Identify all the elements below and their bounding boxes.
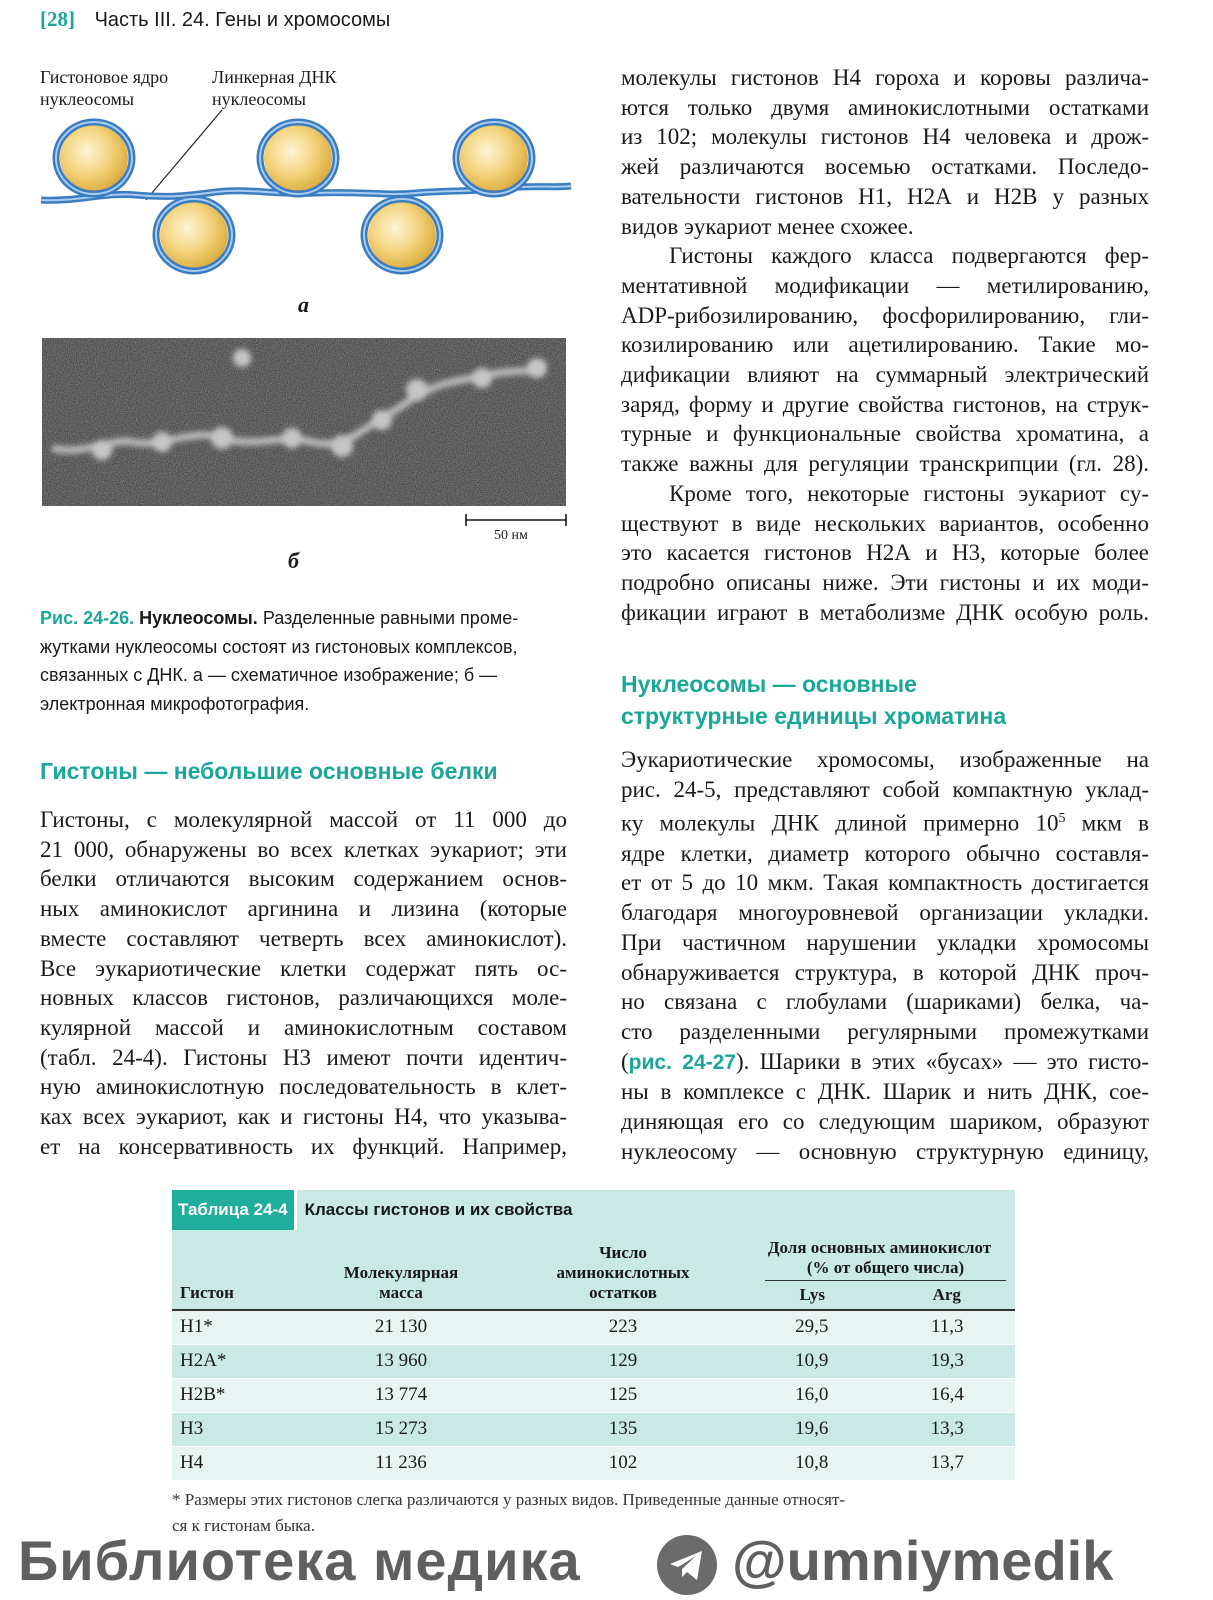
- running-title: Часть III. 24. Гены и хромосомы: [94, 9, 391, 31]
- cell-mass: 11 236: [300, 1446, 502, 1480]
- left-column-text: [40, 805, 567, 1161]
- cell-residues: 102: [502, 1446, 744, 1480]
- table-title-bar: [172, 1190, 1015, 1230]
- col-residues-line2: аминокислотных: [556, 1263, 690, 1282]
- footnote-line1: * Размеры этих гистонов слегка различаются у разных видов. Приведенные данные относят-: [172, 1489, 846, 1509]
- cell-lys: 10,8: [744, 1446, 880, 1480]
- text-line: ны в комплексе с ДНК. Шарик и нить ДНК, сое-: [621, 1079, 1149, 1105]
- text-line: ществуют в виде нескольких вариантов, особенно: [621, 510, 1149, 536]
- table-row: [172, 1344, 1015, 1378]
- right-column-text-2: [621, 745, 1149, 1167]
- text-line: При частичном нарушении укладки хромосомы: [621, 929, 1149, 955]
- footnote-line2: ся к гистонам быка.: [172, 1515, 315, 1535]
- text-line: Гистоны каждого класса подвергаются фер-: [669, 243, 1149, 269]
- watermark-right: @umniymedik: [732, 1529, 1114, 1592]
- caption-line-3: связанных с ДНК. а — схематичное изображение; б —: [40, 665, 498, 685]
- table-body: [172, 1230, 1015, 1481]
- text-line: из 102; молекулы гистонов Н4 человека и дрож-: [621, 124, 1149, 150]
- table-header-row: [172, 1232, 1015, 1310]
- col-residues-line1: Число: [599, 1243, 647, 1262]
- table-title: Классы гистонов и их свойства: [297, 1190, 1015, 1230]
- scale-bar-label: 50 нм: [494, 528, 528, 543]
- nucleosome-5: [456, 122, 532, 194]
- watermark: [0, 1508, 1213, 1600]
- cell-mass: 15 273: [300, 1412, 502, 1446]
- text-line: нуклеосому — основную структурную единицу,: [621, 1138, 1149, 1164]
- text-line: Эукариотические хромосомы, изображенные на: [621, 747, 1149, 772]
- text-segment: ). Шарики в этих «бусах» — это гисто-: [735, 1048, 1149, 1074]
- caption-label: Рис. 24-26.: [40, 608, 135, 628]
- col-mass-line2: масса: [379, 1283, 423, 1302]
- text-line: ядре клетки, диаметр которого обычно составля-: [621, 840, 1149, 866]
- text-line: козилированию или ацетилированию. Такие мо-: [621, 332, 1149, 358]
- col-histone: Гистон: [180, 1283, 234, 1302]
- text-line: ет от 5 до 10 мкм. Такая компактность достигается: [621, 870, 1149, 896]
- text-line: молекулы гистонов Н4 гороха и коровы различа-: [621, 65, 1149, 90]
- caption-line-2: жутками нуклеосомы состоят из гистоновых комплексов,: [40, 636, 518, 657]
- text-line: ADP-рибозилированию, фосфорилированию, гли-: [621, 302, 1149, 328]
- table-row: [172, 1412, 1015, 1446]
- label-linker-dna-line1: Линкерная ДНК: [212, 67, 337, 87]
- caption-line-1: Разделенные равными проме-: [262, 608, 519, 628]
- text-line: ются только двумя аминокислотными остатками: [621, 94, 1149, 120]
- heading2-line1: Нуклеосомы — основные: [621, 671, 917, 697]
- label-linker-dna-line2: нуклеосомы: [212, 89, 306, 109]
- nucleosome-2: [156, 199, 232, 271]
- col-residues: [502, 1232, 744, 1310]
- nucleosome-3: [260, 122, 336, 194]
- text-line: обнаруживается структура, в которой ДНК проч-: [621, 959, 1149, 985]
- cell-lys: 29,5: [744, 1310, 880, 1344]
- table-row: [172, 1378, 1015, 1412]
- text-segment: (: [621, 1048, 629, 1074]
- section-heading-histones: Гистоны — небольшие основные белки: [40, 758, 498, 784]
- histone-table: [172, 1190, 1015, 1539]
- col-fraction: [744, 1232, 1015, 1310]
- text-line: дификации влияют на суммарный электрический: [621, 362, 1149, 388]
- table-rows: [172, 1310, 1015, 1480]
- text-line-sup: [621, 804, 1149, 838]
- col-mass-line1: Молекулярная: [343, 1263, 459, 1282]
- text-line: ных аминокислот аргинина и лизина (которые: [40, 896, 567, 922]
- text-line: 21 000, обнаружены во всех клетках эукариот; эти: [40, 836, 567, 862]
- table-label: Таблица 24-4: [172, 1190, 297, 1230]
- figure-caption: [40, 604, 566, 718]
- col-fraction-line2: (% от общего числа): [765, 1258, 1006, 1281]
- text-line: благодаря многоуровневой организации укладки.: [621, 900, 1149, 926]
- cell-lys: 19,6: [744, 1412, 880, 1446]
- text-line: ментативной модификации — метилированию,: [621, 272, 1149, 298]
- page-number: [28]: [40, 7, 75, 31]
- nucleosome-4: [364, 199, 440, 271]
- text-line: также важны для регуляции транскрипции (гл. 28).: [621, 451, 1149, 477]
- col-lys: Lys: [799, 1285, 826, 1304]
- text-line: турные и функциональные свойства хроматина, а: [621, 421, 1149, 447]
- text-segment: мкм в: [1065, 811, 1149, 837]
- cell-arg: 11,3: [880, 1310, 1016, 1344]
- cell-histone: H1*: [172, 1310, 300, 1344]
- cell-histone: H2B*: [172, 1378, 300, 1412]
- text-line: фикации играют в метаболизме ДНК особую роль.: [621, 599, 1149, 625]
- cell-mass: 13 960: [300, 1344, 502, 1378]
- caption-title: Нуклеосомы.: [139, 608, 258, 628]
- panel-b-label: б: [288, 548, 299, 573]
- text-line: ках всех эукариот, как и гистоны Н4, что указыва-: [40, 1104, 567, 1130]
- superscript: 5: [1058, 811, 1066, 827]
- text-line: ную аминокислотную последовательность в клет-: [40, 1074, 567, 1100]
- text-line: видов эукариот менее схожее.: [621, 213, 914, 239]
- col-arg: Arg: [932, 1285, 961, 1304]
- cell-arg: 13,3: [880, 1412, 1016, 1446]
- cell-histone: H3: [172, 1412, 300, 1446]
- cell-lys: 10,9: [744, 1344, 880, 1378]
- electron-micrograph: [42, 338, 566, 506]
- cell-mass: 21 130: [300, 1310, 502, 1344]
- section-heading-nucleosomes: [621, 668, 1006, 732]
- text-line: сто разделенными регулярными промежутками: [621, 1018, 1149, 1044]
- caption-line-4: электронная микрофотография.: [40, 693, 310, 714]
- watermark-left: Библиотека медика: [18, 1529, 581, 1592]
- heading2-line2: структурные единицы хроматина: [621, 703, 1007, 729]
- text-segment: ку молекулы ДНК длиной примерно 10: [621, 811, 1059, 837]
- text-line: но связана с глобулами (шариками) белка, ча-: [621, 989, 1149, 1015]
- col-mass: [300, 1232, 502, 1310]
- cell-residues: 129: [502, 1344, 744, 1378]
- text-line: Кроме того, некоторые гистоны эукариот су-: [669, 480, 1149, 506]
- cell-residues: 125: [502, 1378, 744, 1412]
- text-line: кулярной массой и аминокислотным составом: [40, 1014, 567, 1040]
- text-line: Гистоны, с молекулярной массой от 11 000 до: [40, 807, 567, 832]
- cell-arg: 19,3: [880, 1344, 1016, 1378]
- cell-arg: 13,7: [880, 1446, 1016, 1480]
- text-line: это касается гистонов Н2А и Н3, которые более: [621, 540, 1149, 566]
- text-line: рис. 24-5, представляют собой компактную уклад-: [621, 776, 1149, 802]
- col-fraction-line1: Доля основных аминокислот: [767, 1238, 992, 1257]
- text-line: вместе составляют четверть всех аминокислот).: [40, 925, 567, 951]
- label-histone-core-line1: Гистоновое ядро: [40, 67, 169, 87]
- table-row: [172, 1446, 1015, 1480]
- col-residues-line3: остатков: [589, 1283, 657, 1302]
- text-line: белки отличаются высоким содержанием основ-: [40, 866, 567, 892]
- scale-bar: [464, 512, 568, 528]
- cell-histone: H4: [172, 1446, 300, 1480]
- running-header: [40, 5, 390, 33]
- cell-residues: 223: [502, 1310, 744, 1344]
- figure-ref-link[interactable]: рис. 24-27: [628, 1050, 736, 1074]
- nucleosome-1: [56, 122, 132, 194]
- text-line: ет на консервативность их функций. Например,: [40, 1133, 567, 1159]
- telegram-icon: [656, 1534, 718, 1596]
- text-line: Все эукариотические клетки содержат пять ос-: [40, 955, 567, 981]
- cell-residues: 135: [502, 1412, 744, 1446]
- text-line: подробно описаны ниже. Эти гистоны и их моди-: [621, 569, 1149, 595]
- cell-arg: 16,4: [880, 1378, 1016, 1412]
- text-line: новных классов гистонов, различающихся моле-: [40, 985, 567, 1011]
- data-table: [172, 1232, 1015, 1481]
- panel-a-label: а: [298, 292, 309, 317]
- cell-lys: 16,0: [744, 1378, 880, 1412]
- text-line-ref: [621, 1047, 1149, 1078]
- text-line: диняющая его со следующим шариком, образуют: [621, 1109, 1149, 1135]
- nucleosome-diagram: [36, 100, 576, 290]
- text-line: (табл. 24-4). Гистоны Н3 имеют почти идентич-: [40, 1044, 567, 1070]
- right-column-text: [621, 63, 1149, 627]
- text-line: жей различаются восемью остатками. Последо-: [621, 154, 1149, 180]
- table-row: [172, 1310, 1015, 1344]
- text-line: заряд, форму и другие свойства гистонов, на струк-: [621, 391, 1149, 417]
- label-histone-core-line2: нуклеосомы: [40, 89, 134, 109]
- text-line: вательности гистонов Н1, Н2А и Н2В у разных: [621, 183, 1149, 209]
- cell-mass: 13 774: [300, 1378, 502, 1412]
- cell-histone: H2A*: [172, 1344, 300, 1378]
